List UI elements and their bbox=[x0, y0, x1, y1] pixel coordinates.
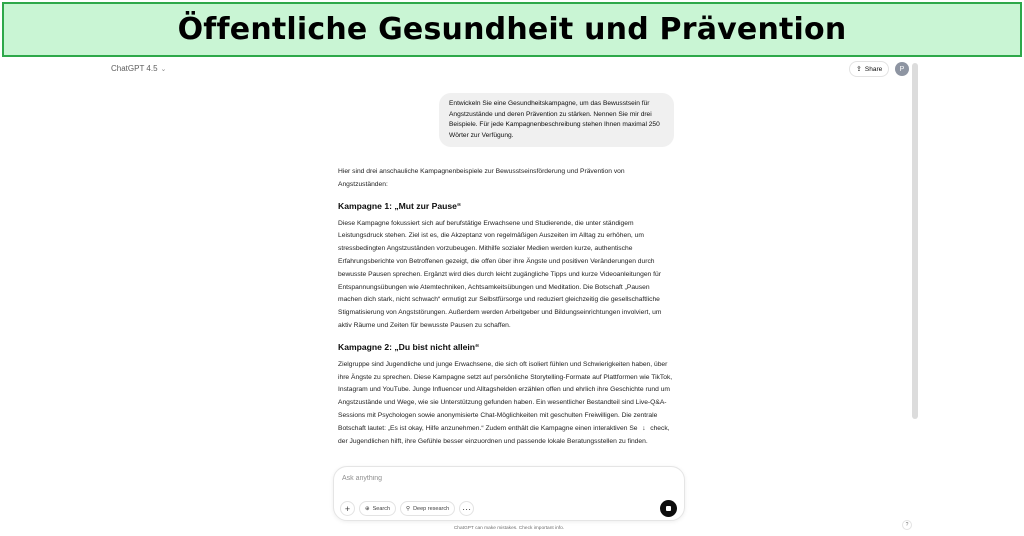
model-selector[interactable] bbox=[111, 64, 166, 73]
campaign-2-title: Kampagne 2: „Du bist nicht allein“ bbox=[338, 341, 480, 352]
user-message: Entwickeln Sie eine Gesundheitskampagne, um das Bewusstsein für Angstzustände und deren Prävention zu stärken. Nennen Sie mir drei Beispiele. Für jede Kampagnenbeschreibung stehen Ihnen maximal 250 Wörter zur Verfügung. bbox=[439, 93, 674, 147]
assistant-response bbox=[338, 166, 674, 456]
help-button[interactable]: ? bbox=[902, 520, 912, 530]
avatar[interactable]: P bbox=[895, 62, 909, 76]
stop-icon bbox=[666, 506, 671, 511]
deep-research-label: Deep research bbox=[413, 505, 450, 512]
chevron-down-icon: ⌄ bbox=[160, 65, 167, 73]
deep-research-button[interactable] bbox=[400, 501, 455, 516]
share-label: Share bbox=[864, 65, 883, 73]
campaign-2-body-end: check, der Jugendlichen hilft, ihre Gefühle besser einzuordnen und passende lokale Beratungsstellen zu finden. bbox=[338, 424, 670, 445]
composer-tools bbox=[340, 501, 474, 516]
composer bbox=[333, 466, 685, 521]
scrollbar[interactable] bbox=[912, 63, 918, 419]
search-label: Search bbox=[372, 505, 391, 512]
attach-button[interactable]: + bbox=[340, 501, 355, 516]
campaign-1-body: Diese Kampagne fokussiert sich auf berufstätige Erwachsene und Studierende, die unter ständigem Leistungsdruck stehen. Ziel ist es, die Akzeptanz von regelmäßigen Auszeiten im Alltag zu erhöhen, um stressbedingten Angstzuständen vorzubeugen. Mithilfe sozialer Medien werden kurze, authentische Erfahrungsberichte von Betroffenen gezeigt, die offen über ihre Ängste und positiven Veränderungen durch bewusste Pausen sprechen. Ergänzt wird dies durch leicht zugängliche Tipps und kurze Videoanleitungen für Entspannungsübungen wie Atemtechniken, Achtsamkeitsübungen und Meditation. Die Botschaft „Pausen machen dich stark, nicht schwach“ ermutigt zur Selbstfürsorge und reduziert gleichzeitig die gesellschaftliche Stigmatisierung von Angststörungen. Außerdem werden Arbeitgeber und Bildungseinrichtungen involviert, um aktiv Räume und Zeiten für bewusste Pausen zu schaffen. bbox=[338, 219, 662, 329]
model-name: ChatGPT 4.5 bbox=[111, 64, 158, 73]
disclaimer: ChatGPT can make mistakes. Check important info. bbox=[453, 526, 565, 531]
stop-button[interactable] bbox=[660, 500, 677, 517]
page-banner bbox=[2, 2, 1022, 57]
telescope-icon: ⚲ bbox=[406, 505, 411, 512]
more-options-button[interactable]: ··· bbox=[459, 501, 474, 516]
globe-icon: ⊕ bbox=[365, 505, 370, 512]
campaign-2-body bbox=[338, 359, 674, 449]
response-intro: Hier sind drei anschauliche Kampagnenbeispiele zur Bewusstseinsförderung und Prävention von Angstzuständen: bbox=[338, 168, 625, 188]
arrow-down-icon[interactable]: ↓ bbox=[642, 424, 646, 432]
banner-title: Öffentliche Gesundheit und Prävention bbox=[177, 12, 847, 47]
share-icon: ⇪ bbox=[856, 66, 862, 73]
share-button[interactable] bbox=[849, 61, 889, 77]
search-button[interactable] bbox=[359, 501, 396, 516]
campaign-1-title: Kampagne 1: „Mut zur Pause“ bbox=[338, 200, 462, 211]
campaign-2-body-start: Zielgruppe sind Jugendliche und junge Erwachsene, die sich oft isoliert fühlen und Schwierigkeiten haben, über ihre Ängste zu sprechen. Diese Kampagne setzt auf persönliche Storytelling-Formate auf Plattformen wie TikTok, Instagram und YouTube. Junge Influencer und Alltagshelden erzählen offen und ehrlich ihre Geschichte rund um Angstzustände und Wege, wie sie Unterstützung gefunden haben. Ein wesentlicher Bestandteil sind Live-Q&A-Sessions mit Psychologen sowie anonymisierte Chat-Möglichkeiten mit geschulten Freiwilligen. Die zentrale Botschaft lautet: „Es ist okay, Hilfe anzunehmen.“ Zudem enthält die Kampagne einen interaktiven Se bbox=[338, 360, 673, 432]
message-input[interactable] bbox=[342, 475, 662, 482]
